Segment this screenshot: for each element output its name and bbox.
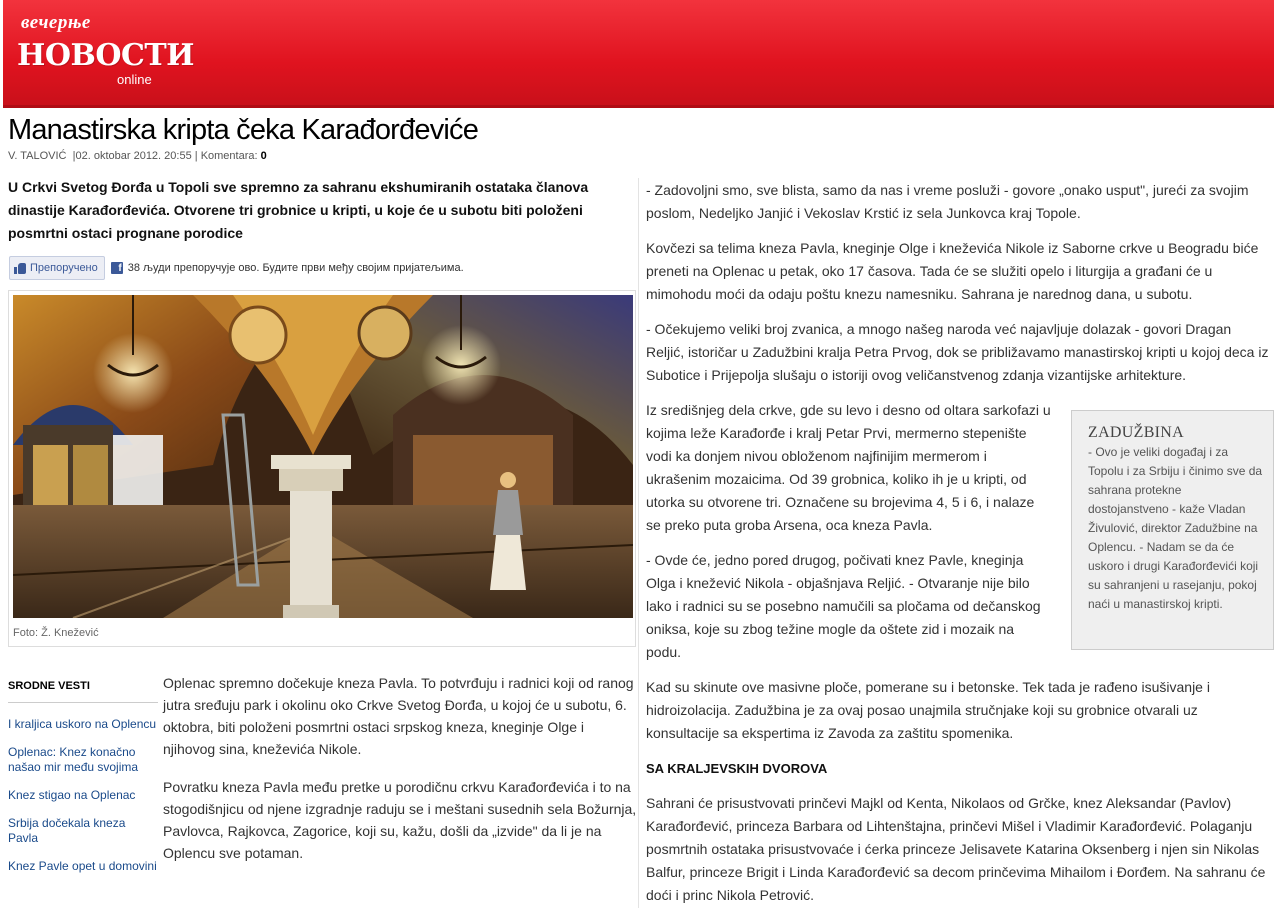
sidebox-text: - Ovo je veliki događaj i za Topolu i za Srbiju i činimo sve da sahrana protekne dostojanstveno - kaže Vladan Živulović, direktor Zadužbine na Oplencu. - Nadam se da će uskoro i drugi Karađorđevići koji su sahranjeni u rasejanju, pokoj naći u manastirskoj kripti.	[1088, 445, 1263, 611]
article-body-left	[163, 672, 638, 880]
body-paragraph: Oplenac spremno dočekuje kneza Pavla. To potvrđuju i radnici koji od ranog jutra sređuju park i okolinu oko Crkve Svetog Đorđa, u kojoj će u subotu, 6. oktobra, biti položeni posmrtni ostaci srpskog kneza, kneginje Olge i njihovog sina, kneževića Nikole.	[163, 675, 634, 757]
facebook-like-button[interactable]	[9, 256, 105, 280]
column-divider	[638, 178, 639, 908]
facebook-like-widget	[9, 256, 464, 280]
crypt-photo-illustration	[13, 295, 633, 618]
article-meta: V. TALOVIĆ |02. oktobar 2012. 20:55 | Komentara: 0	[8, 150, 267, 162]
body-paragraph: - Očekujemo veliki broj zvanica, a mnogo našeg naroda već najavljuje dolazak - govori Dragan Reljić, istoričar u Zadužbini kralja Petra Prvog, dok se približavamo manastirskoj kripti u kojoj deca iz Subotice i Prijepolja slušaju o istoriji ovog veličanstvenog zdanja vizantijske arhitekture.	[646, 321, 1269, 383]
article-date: 02. oktobar 2012. 20:55	[75, 150, 192, 162]
facebook-icon: f	[111, 262, 123, 274]
thumbs-up-icon	[14, 262, 26, 274]
body-paragraph: Kad su skinute ove masivne ploče, pomerane su i betonske. Tek tada je rađeno isušivanje i hidroizolacija. Zadužbina je za ovaj posao unajmila stručnjake koji su grobnice otvarali uz konsultacije sa ekspertima iz Zavoda za zaštitu spomenika.	[646, 679, 1210, 741]
photo-caption: Foto: Ž. Knežević	[13, 627, 99, 639]
body-paragraph: - Zadovoljni smo, sve blista, samo da nas i vreme posluži - govore „onako usput", jureći za svojim poslom, Nedeljko Janjić i Vekoslav Krstić iz sela Junkovca kraj Topole.	[646, 182, 1249, 221]
article-lead: U Crkvi Svetog Đorđa u Topoli sve spremno za sahranu ekshumiranih ostataka članova dinastije Karađorđevića. Otvorene tri grobnice u kripti, u koje će u subotu biti položeni posmrtni ostaci prognane porodice	[8, 179, 589, 241]
body-paragraph: Kovčezi sa telima kneza Pavla, kneginje Olge i kneževića Nikole iz Saborne crkve u Beogradu biće preneti na Oplenac u petak, oko 17 časova. Tada će se služiti opelo i liturgija a građani će u mimohodu moći da odaju poštu knezu namesniku. Sahrana je narednog dana, u subotu.	[646, 240, 1259, 302]
related-news-link[interactable]: Srbija dočekala kneza Pavla	[8, 816, 126, 845]
related-news-link[interactable]: I kraljica uskoro na Oplencu	[8, 717, 157, 731]
like-button-label: Препоручено	[30, 262, 98, 274]
related-news-title: SRODNE VESTI	[8, 680, 158, 703]
body-paragraph: - Ovde će, jedno pored drugog, počivati knez Pavle, kneginja Olga i knežević Nikola - objašnjava Reljić. - Otvaranje nije bilo lako i radnici su se posebno namučili sa pločama od dečanskog oniksa, koje su zbog težine mogle da oštete zid i mozaik na podu.	[646, 552, 1041, 660]
site-logo[interactable]	[17, 8, 195, 93]
article-photo[interactable]	[13, 295, 633, 618]
facebook-like-text: 38 људи препоручује ово. Будите први међу својим пријатељима.	[127, 262, 464, 274]
article-photo-box	[8, 290, 636, 647]
article-title: Manastirska kripta čeka Karađorđeviće	[8, 114, 479, 146]
related-news-link[interactable]: Knez stigao na Oplenac	[8, 788, 136, 802]
body-paragraph: Iz središnjeg dela crkve, gde su levo i desno od oltara sarkofazi u kojima leže Karađorđe i kralj Petar Prvi, mermerno stepenište vodi ka donjem nivou obloženom najfinijim mermerom i ukrašenim mozaicima. Od 39 grobnica, koliko ih je u kripti, od utorka su otvorene tri. Označene su brojevima 4, 5 i 6, i nalaze se preko puta groba Arsena, oca kneza Pavla.	[646, 402, 1051, 533]
related-news-link[interactable]: Oplenac: Knez konačno našao mir među svojima	[8, 745, 139, 774]
logo-online-text: online	[117, 72, 152, 87]
related-news-link[interactable]: Knez Pavle opet u domovini	[8, 859, 157, 873]
site-header	[3, 0, 1274, 108]
section-subheading: SA KRALJEVSKIH DVOROVA	[646, 761, 828, 776]
info-sidebox	[1071, 410, 1274, 650]
sidebox-title: ZADUŽBINA	[1088, 424, 1185, 441]
logo-main-text: НОВОСТИ	[17, 38, 195, 73]
body-paragraph: Povratku kneza Pavla među pretke u porodičnu crkvu Karađorđevića i to na stogodišnjicu od njene izgradnje raduju se i meštani susednih sela Božurnja, Pavlovca, Rajkovca, Zagorice, koji su, kažu, došli da „izvide" da li je na Oplencu sve potaman.	[163, 779, 637, 861]
comments-label: Komentara:	[200, 150, 258, 162]
logo-small-text: вечерње	[21, 12, 91, 33]
article-author: V. TALOVIĆ	[8, 150, 67, 162]
body-paragraph: Sahrani će prisustvovati prinčevi Majkl od Kenta, Nikolaos od Grčke, knez Aleksandar (Pavlov) Karađorđević, princeza Barbara od Lihtenštajna, prinčevi Mišel i Vladimir Karađorđević. Polaganju posmrtnih ostataka prisustvovaće i ćerka princeze Jelisavete Katarina Oksenberg i njen sin Nikolas Balfur, princeze Brigit i Linda Karađorđević sa decom prinčevima Mihailom i Đorđem. Na sahranu će doći i princ Nikola Petrović.	[646, 795, 1266, 903]
comments-count[interactable]: 0	[260, 150, 267, 162]
related-news	[8, 680, 158, 887]
